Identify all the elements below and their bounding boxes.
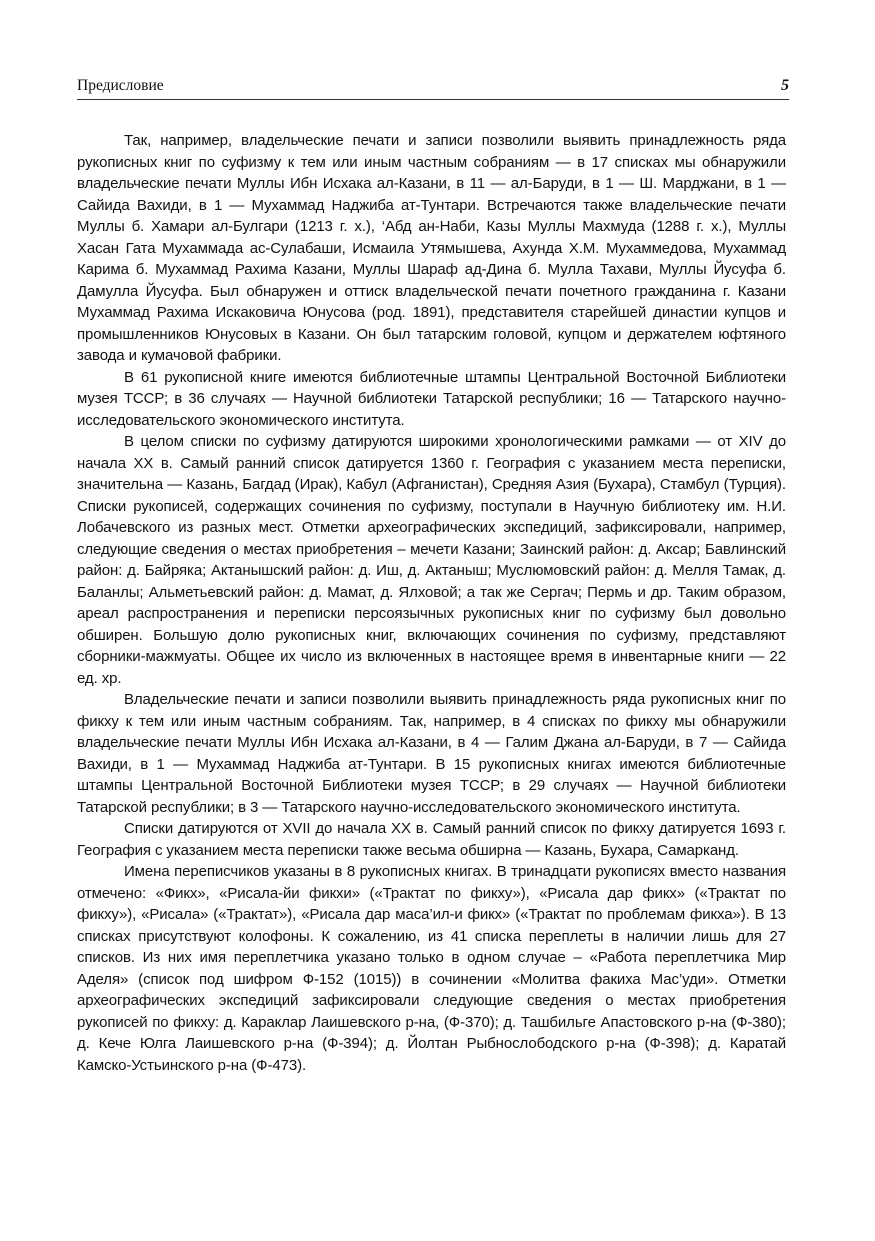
paragraph: Владельческие печати и записи позволили выявить принадлежность ряда рукописных книг по фикху к тем или иным частным собраниям. Так, например, в 4 списках по фикху мы обнаружили владельческие печати Муллы Ибн Исхака ал-Казани, в 4 — Галим Джана ал-Баруди, в 7 — Сайида Вахиди, в 1 — Мухаммад Наджиба ат-Тунтари. В 15 рукописных книгах имеются библиотечные штампы Центральной Восточной Библиотеки музея ТССР; в 29 случаях — Научной библиотеки Татарской республики; в 3 — Татарского научно-исследовательского экономического института. [77,691,786,816]
header-divider [77,99,789,100]
paragraph: Так, например, владельческие печати и записи позволили выявить принадлежность ряда рукописных книг по суфизму к тем или иным частным собраниям — в 17 списках мы обнаружили владельческие печати Муллы Ибн Исхака ал-Казани, в 11 — ал-Баруди, в 1 — Ш. Марджани, в 1 — Сайида Вахиди, в 1 — Мухаммад Наджиба ат-Тунтари. Встречаются также владельческие печати Муллы б. Хамари ал-Булгари (1213 г. х.), ‘Абд ан-Наби, Казы Муллы Махмуда (1288 г. х.), Муллы Хасан Гата Мухаммада ас-Сулабаши, Исмаила Утямышева, Ахунда Х.М. Мухаммедова, Мухаммад Карима б. Мухаммад Рахима Казани, Муллы Шараф ад-Дина б. Мулла Тахави, Муллы Йусуфа б. Дамулла Йусуфа. Был обнаружен и оттиск владельческой печати почетного гражданина г. Казани Мухаммад Рахима Искаковича Юнусова (род. 1891), представителя старейшей династии купцов и промышленников Юнусовых в Казани. Он был татарским головой, купцом и держателем юфтяного завода и кумачовой фабрики. [77,132,786,364]
paragraph: Имена переписчиков указаны в 8 рукописных книгах. В тринадцати рукописях вместо названия отмечено: «Фикх», «Рисала-йи фикхи» («Трактат по фикху»), «Рисала дар фикх» («Трактат по фикху»), «Рисала» («Трактат»), «Рисала дар маса’ил-и фикх» («Трактат по проблемам фикха»). В 13 списках присутствуют колофоны. К сожалению, из 41 списка переплеты в наличии лишь для 27 списков. Из них имя переплетчика указано только в одном случае – «Работа переплетчика Мир Аделя» (список под шифром Ф-152 (1015)) в сочинении «Молитва факиха Мас’уди». Отметки археографических экспедиций зафиксировали следующие сведения о местах приобретения рукописей по фикху: д. Караклар Лаишевского р-на, (Ф-370); д. Ташбильге Апастовского р-на (Ф-380); д. Кече Юлга Лаишевского р-на (Ф-394); д. Йолтан Рыбнослободского р-на (Ф-398); д. Каратай Камско-Устьинского р-на (Ф-473). [77,863,786,1074]
paragraph: Списки датируются от XVII до начала XX в. Самый ранний список по фикху датируется 1693 г. География с указанием места переписки также весьма обширна — Казань, Бухара, Самарканд. [77,820,786,859]
body-text [77,130,786,1076]
paragraph: В 61 рукописной книге имеются библиотечные штампы Центральной Восточной Библиотеки музея ТССР; в 36 случаях — Научной библиотеки Татарской республики; 16 — Татарского научно-исследовательского экономического института. [77,368,786,429]
page-number: 5 [781,77,789,94]
running-header [77,76,789,98]
section-title: Предисловие [77,77,164,94]
paragraph: В целом списки по суфизму датируются широкими хронологическими рамками — от XIV до начала XX в. Самый ранний список датируется 1360 г. География с указанием места переписки, значительна — Казань, Багдад (Ирак), Кабул (Афганистан), Средняя Азия (Бухара), Стамбул (Турция). Списки рукописей, содержащих сочинения по суфизму, поступали в Научную библиотеку им. Н.И. Лобачевского из разных мест. Отметки археографических экспедиций, зафиксировали, например, следующие сведения о местах приобретения – мечети Казани; Заинский район: д. Аксар; Бавлинский район: д. Байряка; Актанышский район: д. Иш, д. Актаныш; Муслюмовский район: д. Мелля Тамак, д. Баланлы; Альметьевский район: д. Мамат, д. Ялховой; а так же Сергач; Пермь и др. Таким образом, ареал распространения и переписки персоязычных рукописных книг по суфизму был довольно обширен. Большую долю рукописных книг, включающих сочинения по суфизму, представляют сборники-мажмуаты. Общее их число из включенных в настоящее время в инвентарные книги — 22 ед. хр. [77,433,786,687]
